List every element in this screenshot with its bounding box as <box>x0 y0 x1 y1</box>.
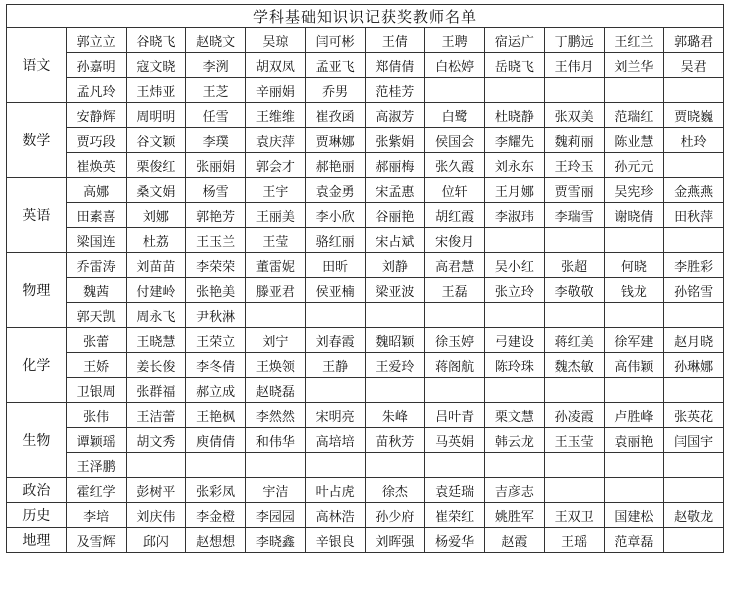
teacher-name-cell: 魏茜 <box>66 278 126 303</box>
teacher-name-cell: 尹秋淋 <box>186 303 246 328</box>
subject-label: 数学 <box>7 103 67 178</box>
empty-cell <box>604 303 664 328</box>
teacher-name-cell: 王磊 <box>425 278 485 303</box>
empty-cell <box>604 478 664 503</box>
teacher-name-cell: 袁金勇 <box>305 178 365 203</box>
table-row <box>7 278 724 303</box>
teacher-name-cell: 任雪 <box>186 103 246 128</box>
teacher-name-cell: 王红兰 <box>604 28 664 53</box>
table-row <box>7 353 724 378</box>
teacher-name-cell: 王艳枫 <box>186 403 246 428</box>
teacher-name-cell: 赵晓磊 <box>246 378 306 403</box>
teacher-name-cell: 高培培 <box>305 428 365 453</box>
teacher-name-cell: 丁鹏远 <box>544 28 604 53</box>
teacher-name-cell: 李瑞雪 <box>544 203 604 228</box>
empty-cell <box>126 453 186 478</box>
teacher-name-cell: 及雪辉 <box>66 528 126 553</box>
teacher-name-cell: 范桂芳 <box>365 78 425 103</box>
teacher-name-cell: 崔荣红 <box>425 503 485 528</box>
empty-cell <box>604 228 664 253</box>
empty-cell <box>544 303 604 328</box>
teacher-name-cell: 吴宪珍 <box>604 178 664 203</box>
subject-label: 政治 <box>7 478 67 503</box>
empty-cell <box>604 378 664 403</box>
teacher-name-cell: 田素喜 <box>66 203 126 228</box>
teacher-name-cell: 王静 <box>305 353 365 378</box>
teacher-name-cell: 栗文慧 <box>485 403 545 428</box>
teacher-name-cell: 吴小红 <box>485 253 545 278</box>
teacher-name-cell: 郭天凯 <box>66 303 126 328</box>
teacher-name-cell: 侯亚楠 <box>305 278 365 303</box>
teacher-name-cell: 孙少府 <box>365 503 425 528</box>
teacher-name-cell: 刘宁 <box>246 328 306 353</box>
empty-cell <box>305 453 365 478</box>
teacher-name-cell: 王宇 <box>246 178 306 203</box>
teacher-name-cell: 郭立立 <box>66 28 126 53</box>
teacher-name-cell: 韩云龙 <box>485 428 545 453</box>
table-row <box>7 378 724 403</box>
table-row <box>7 103 724 128</box>
award-table <box>6 4 724 553</box>
teacher-name-cell: 王泽鹏 <box>66 453 126 478</box>
teacher-name-cell: 孟凡玲 <box>66 78 126 103</box>
teacher-name-cell: 高淑芳 <box>365 103 425 128</box>
teacher-name-cell: 李胜彩 <box>664 253 724 278</box>
teacher-name-cell: 张紫娟 <box>365 128 425 153</box>
teacher-name-cell: 刘静 <box>365 253 425 278</box>
teacher-name-cell: 辛丽娟 <box>246 78 306 103</box>
teacher-name-cell: 杨爱华 <box>425 528 485 553</box>
teacher-name-cell: 乔男 <box>305 78 365 103</box>
teacher-name-cell: 李园园 <box>246 503 306 528</box>
teacher-name-cell: 李洌 <box>186 53 246 78</box>
empty-cell <box>485 228 545 253</box>
teacher-name-cell: 贾巧段 <box>66 128 126 153</box>
teacher-name-cell: 王荣立 <box>186 328 246 353</box>
teacher-name-cell: 和伟华 <box>246 428 306 453</box>
teacher-name-cell: 田昕 <box>305 253 365 278</box>
subject-label: 化学 <box>7 328 67 403</box>
teacher-name-cell: 贾晓巍 <box>664 103 724 128</box>
teacher-name-cell: 朱峰 <box>365 403 425 428</box>
teacher-name-cell: 宿运广 <box>485 28 545 53</box>
teacher-name-cell: 张艳美 <box>186 278 246 303</box>
teacher-name-cell: 吴君 <box>664 53 724 78</box>
teacher-name-cell: 徐军建 <box>604 328 664 353</box>
teacher-name-cell: 李璞 <box>186 128 246 153</box>
teacher-name-cell: 郝立成 <box>186 378 246 403</box>
table-row <box>7 503 724 528</box>
teacher-name-cell: 岳晓飞 <box>485 53 545 78</box>
teacher-name-cell: 郑倩倩 <box>365 53 425 78</box>
subject-label: 生物 <box>7 403 67 478</box>
teacher-name-cell: 孙琳娜 <box>664 353 724 378</box>
teacher-name-cell: 孙铭雪 <box>664 278 724 303</box>
teacher-name-cell: 王丽美 <box>246 203 306 228</box>
teacher-name-cell: 张伟 <box>66 403 126 428</box>
empty-cell <box>604 453 664 478</box>
teacher-name-cell: 郭艳芳 <box>186 203 246 228</box>
teacher-name-cell: 吕叶青 <box>425 403 485 428</box>
subject-label: 英语 <box>7 178 67 253</box>
empty-cell <box>365 453 425 478</box>
table-title: 学科基础知识识记获奖教师名单 <box>7 5 724 28</box>
table-row <box>7 478 724 503</box>
teacher-name-cell: 王玉莹 <box>544 428 604 453</box>
teacher-name-cell: 宇洁 <box>246 478 306 503</box>
table-row <box>7 28 724 53</box>
teacher-name-cell: 马英娟 <box>425 428 485 453</box>
table-row <box>7 203 724 228</box>
teacher-name-cell: 叶占虎 <box>305 478 365 503</box>
teacher-name-cell: 赵霞 <box>485 528 545 553</box>
teacher-name-cell: 宋明亮 <box>305 403 365 428</box>
teacher-name-cell: 白松婷 <box>425 53 485 78</box>
empty-cell <box>544 228 604 253</box>
teacher-name-cell: 李敬敬 <box>544 278 604 303</box>
award-list-sheet <box>6 4 724 590</box>
empty-cell <box>544 478 604 503</box>
teacher-name-cell: 骆红丽 <box>305 228 365 253</box>
teacher-name-cell: 李然然 <box>246 403 306 428</box>
teacher-name-cell: 金燕燕 <box>664 178 724 203</box>
teacher-name-cell: 王维维 <box>246 103 306 128</box>
empty-cell <box>544 78 604 103</box>
teacher-name-cell: 李荣荣 <box>186 253 246 278</box>
teacher-name-cell: 乔雷涛 <box>66 253 126 278</box>
teacher-name-cell: 王焕领 <box>246 353 306 378</box>
teacher-name-cell: 李金橙 <box>186 503 246 528</box>
teacher-name-cell: 弓建设 <box>485 328 545 353</box>
teacher-name-cell: 陈业慧 <box>604 128 664 153</box>
teacher-name-cell: 彭树平 <box>126 478 186 503</box>
table-row <box>7 78 724 103</box>
empty-cell <box>425 453 485 478</box>
teacher-name-cell: 侯国会 <box>425 128 485 153</box>
teacher-name-cell: 胡双凤 <box>246 53 306 78</box>
teacher-name-cell: 徐玉婷 <box>425 328 485 353</box>
teacher-name-cell: 安静辉 <box>66 103 126 128</box>
teacher-name-cell: 谷晓飞 <box>126 28 186 53</box>
empty-cell <box>664 378 724 403</box>
teacher-name-cell: 刘庆伟 <box>126 503 186 528</box>
teacher-name-cell: 卫银周 <box>66 378 126 403</box>
teacher-name-cell: 范瑞红 <box>604 103 664 128</box>
teacher-name-cell: 宋俊月 <box>425 228 485 253</box>
teacher-name-cell: 王双卫 <box>544 503 604 528</box>
teacher-name-cell: 栗俊红 <box>126 153 186 178</box>
empty-cell <box>664 478 724 503</box>
teacher-name-cell: 钱龙 <box>604 278 664 303</box>
teacher-name-cell: 杜荔 <box>126 228 186 253</box>
teacher-name-cell: 寇文晓 <box>126 53 186 78</box>
teacher-name-cell: 闫可彬 <box>305 28 365 53</box>
table-row <box>7 403 724 428</box>
teacher-name-cell: 赵晓文 <box>186 28 246 53</box>
teacher-name-cell: 辛银良 <box>305 528 365 553</box>
teacher-name-cell: 袁廷瑞 <box>425 478 485 503</box>
table-row <box>7 428 724 453</box>
empty-cell <box>664 153 724 178</box>
teacher-name-cell: 王玉兰 <box>186 228 246 253</box>
teacher-name-cell: 王玲玉 <box>544 153 604 178</box>
teacher-name-cell: 杜玲 <box>664 128 724 153</box>
table-row <box>7 253 724 278</box>
teacher-name-cell: 贾琳娜 <box>305 128 365 153</box>
teacher-name-cell: 赵月晓 <box>664 328 724 353</box>
table-row <box>7 453 724 478</box>
teacher-name-cell: 李冬倩 <box>186 353 246 378</box>
teacher-name-cell: 高君慧 <box>425 253 485 278</box>
empty-cell <box>365 303 425 328</box>
table-row <box>7 303 724 328</box>
empty-cell <box>246 303 306 328</box>
table-row <box>7 328 724 353</box>
teacher-name-cell: 董雷妮 <box>246 253 306 278</box>
teacher-name-cell: 庾倩倩 <box>186 428 246 453</box>
empty-cell <box>305 303 365 328</box>
teacher-name-cell: 李晓鑫 <box>246 528 306 553</box>
empty-cell <box>664 78 724 103</box>
teacher-name-cell: 苗秋芳 <box>365 428 425 453</box>
teacher-name-cell: 孙凌霞 <box>544 403 604 428</box>
subject-label: 地理 <box>7 528 67 553</box>
subject-label: 语文 <box>7 28 67 103</box>
teacher-name-cell: 赵想想 <box>186 528 246 553</box>
teacher-name-cell: 王洁蕾 <box>126 403 186 428</box>
teacher-name-cell: 田秋萍 <box>664 203 724 228</box>
teacher-name-cell: 孟亚飞 <box>305 53 365 78</box>
empty-cell <box>305 378 365 403</box>
empty-cell <box>246 453 306 478</box>
teacher-name-cell: 郭会才 <box>246 153 306 178</box>
teacher-name-cell: 周明明 <box>126 103 186 128</box>
teacher-name-cell: 袁丽艳 <box>604 428 664 453</box>
teacher-name-cell: 梁国连 <box>66 228 126 253</box>
teacher-name-cell: 姚胜军 <box>485 503 545 528</box>
title-row <box>7 5 724 28</box>
teacher-name-cell: 王瑶 <box>544 528 604 553</box>
teacher-name-cell: 周永飞 <box>126 303 186 328</box>
teacher-name-cell: 高娜 <box>66 178 126 203</box>
empty-cell <box>604 78 664 103</box>
teacher-name-cell: 张蕾 <box>66 328 126 353</box>
teacher-name-cell: 高林浩 <box>305 503 365 528</box>
teacher-name-cell: 赵敬龙 <box>664 503 724 528</box>
teacher-name-cell: 位轩 <box>425 178 485 203</box>
teacher-name-cell: 李耀先 <box>485 128 545 153</box>
teacher-name-cell: 杜晓静 <box>485 103 545 128</box>
teacher-name-cell: 卢胜峰 <box>604 403 664 428</box>
teacher-name-cell: 谷丽艳 <box>365 203 425 228</box>
teacher-name-cell: 王倩 <box>365 28 425 53</box>
teacher-name-cell: 李小欣 <box>305 203 365 228</box>
empty-cell <box>544 453 604 478</box>
teacher-name-cell: 张双美 <box>544 103 604 128</box>
teacher-name-cell: 蒋红美 <box>544 328 604 353</box>
teacher-name-cell: 闫国宇 <box>664 428 724 453</box>
teacher-name-cell: 滕亚君 <box>246 278 306 303</box>
teacher-name-cell: 王炜亚 <box>126 78 186 103</box>
teacher-name-cell: 吴琼 <box>246 28 306 53</box>
empty-cell <box>544 378 604 403</box>
teacher-name-cell: 魏莉丽 <box>544 128 604 153</box>
teacher-name-cell: 霍红学 <box>66 478 126 503</box>
empty-cell <box>186 453 246 478</box>
teacher-name-cell: 付建岭 <box>126 278 186 303</box>
teacher-name-cell: 郝丽梅 <box>365 153 425 178</box>
teacher-name-cell: 郝艳丽 <box>305 153 365 178</box>
empty-cell <box>485 453 545 478</box>
teacher-name-cell: 徐杰 <box>365 478 425 503</box>
teacher-name-cell: 崔焕英 <box>66 153 126 178</box>
teacher-name-cell: 崔孜函 <box>305 103 365 128</box>
teacher-name-cell: 吉彦志 <box>485 478 545 503</box>
teacher-name-cell: 邱闪 <box>126 528 186 553</box>
teacher-name-cell: 谷文颖 <box>126 128 186 153</box>
empty-cell <box>365 378 425 403</box>
teacher-name-cell: 白鹭 <box>425 103 485 128</box>
teacher-name-cell: 张群福 <box>126 378 186 403</box>
teacher-name-cell: 张丽娟 <box>186 153 246 178</box>
teacher-name-cell: 谭颖瑶 <box>66 428 126 453</box>
teacher-name-cell: 王芝 <box>186 78 246 103</box>
teacher-name-cell: 刘永东 <box>485 153 545 178</box>
teacher-name-cell: 李培 <box>66 503 126 528</box>
teacher-name-cell: 刘春霞 <box>305 328 365 353</box>
teacher-name-cell: 姜长俊 <box>126 353 186 378</box>
teacher-name-cell: 贾雪丽 <box>544 178 604 203</box>
empty-cell <box>425 378 485 403</box>
empty-cell <box>425 78 485 103</box>
empty-cell <box>664 228 724 253</box>
teacher-name-cell: 刘娜 <box>126 203 186 228</box>
teacher-name-cell: 高伟颖 <box>604 353 664 378</box>
teacher-name-cell: 范章磊 <box>604 528 664 553</box>
empty-cell <box>664 453 724 478</box>
empty-cell <box>425 303 485 328</box>
teacher-name-cell: 宋孟惠 <box>365 178 425 203</box>
teacher-name-cell: 谢晓倩 <box>604 203 664 228</box>
teacher-name-cell: 张英花 <box>664 403 724 428</box>
empty-cell <box>664 303 724 328</box>
teacher-name-cell: 魏昭颖 <box>365 328 425 353</box>
table-row <box>7 128 724 153</box>
teacher-name-cell: 刘兰华 <box>604 53 664 78</box>
table-row <box>7 53 724 78</box>
teacher-name-cell: 王伟月 <box>544 53 604 78</box>
subject-label: 历史 <box>7 503 67 528</box>
teacher-name-cell: 何晓 <box>604 253 664 278</box>
table-row <box>7 153 724 178</box>
teacher-name-cell: 李淑玮 <box>485 203 545 228</box>
teacher-name-cell: 张超 <box>544 253 604 278</box>
teacher-name-cell: 桑文娟 <box>126 178 186 203</box>
empty-cell <box>485 303 545 328</box>
teacher-name-cell: 王娇 <box>66 353 126 378</box>
teacher-name-cell: 王莹 <box>246 228 306 253</box>
empty-cell <box>485 378 545 403</box>
teacher-name-cell: 梁亚波 <box>365 278 425 303</box>
teacher-name-cell: 魏杰敏 <box>544 353 604 378</box>
teacher-name-cell: 张久霞 <box>425 153 485 178</box>
teacher-name-cell: 胡文秀 <box>126 428 186 453</box>
teacher-name-cell: 王晓慧 <box>126 328 186 353</box>
teacher-name-cell: 王月娜 <box>485 178 545 203</box>
teacher-name-cell: 胡红霞 <box>425 203 485 228</box>
subject-label: 物理 <box>7 253 67 328</box>
table-row <box>7 228 724 253</box>
teacher-name-cell: 张立玲 <box>485 278 545 303</box>
teacher-name-cell: 刘苗苗 <box>126 253 186 278</box>
teacher-name-cell: 国建松 <box>604 503 664 528</box>
teacher-name-cell: 蒋阁航 <box>425 353 485 378</box>
empty-cell <box>485 78 545 103</box>
teacher-name-cell: 张彩凤 <box>186 478 246 503</box>
teacher-name-cell: 孙元元 <box>604 153 664 178</box>
teacher-name-cell: 王聘 <box>425 28 485 53</box>
table-row <box>7 178 724 203</box>
teacher-name-cell: 陈玲珠 <box>485 353 545 378</box>
empty-cell <box>664 528 724 553</box>
teacher-name-cell: 宋占斌 <box>365 228 425 253</box>
teacher-name-cell: 袁庆萍 <box>246 128 306 153</box>
teacher-name-cell: 王爱玲 <box>365 353 425 378</box>
table-row <box>7 528 724 553</box>
teacher-name-cell: 孙嘉明 <box>66 53 126 78</box>
teacher-name-cell: 刘晖强 <box>365 528 425 553</box>
teacher-name-cell: 郭璐君 <box>664 28 724 53</box>
teacher-name-cell: 杨雪 <box>186 178 246 203</box>
